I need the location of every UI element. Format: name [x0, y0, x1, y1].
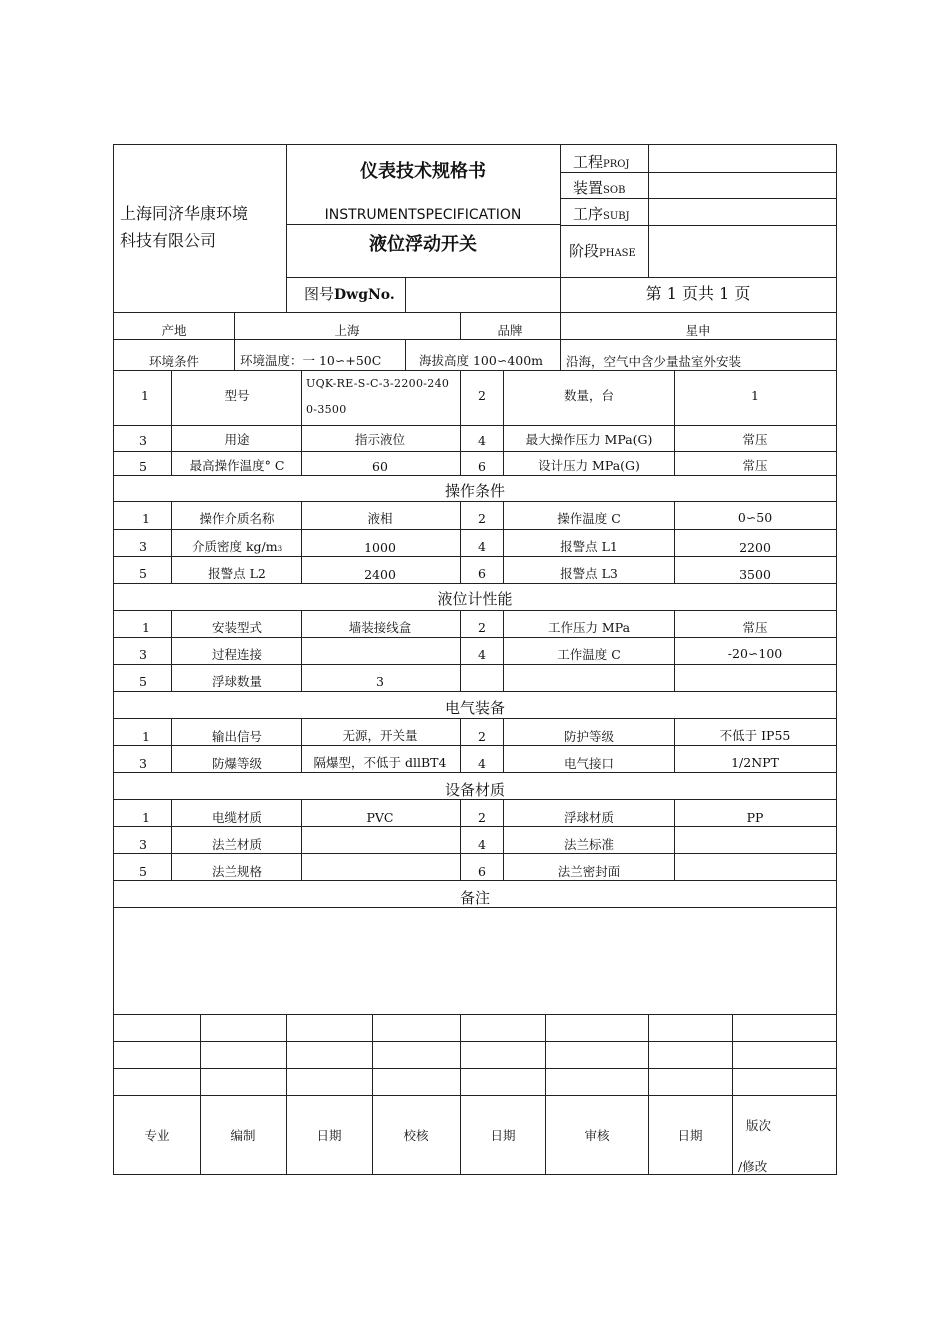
alarm-point-l2-label: 报警点 L2: [208, 566, 266, 581]
company-name-line1: 上海同济华康环境: [120, 204, 249, 223]
process-connection-label: 过程连接: [211, 647, 263, 662]
ingress-protection-label: 防护等级: [563, 729, 615, 744]
alarm-point-l3-label: 报警点 L3: [560, 566, 618, 581]
subj-label-group: [573, 207, 630, 222]
grid-line: [648, 144, 649, 277]
grid-line: [503, 799, 504, 880]
ambient-temperature: 环境温度：一 10∽+50C: [240, 353, 382, 368]
alarm-point-l1-value: 2200: [739, 540, 771, 555]
proj-label: 工程: [573, 153, 604, 171]
model-value-line1: UQK-RE-S-C-3-2200-240: [306, 377, 450, 390]
grid-line: [113, 718, 837, 719]
grid-line: [113, 1068, 837, 1069]
design-pressure-value: 常压: [742, 458, 768, 473]
row-number: 2: [478, 388, 486, 403]
float-material-label: 浮球材质: [563, 810, 615, 825]
row-number: 2: [478, 729, 486, 744]
row-number: 5: [139, 674, 147, 689]
max-operating-pressure-label: 最大操作压力 MPa(G): [525, 432, 653, 447]
float-count-value: 3: [376, 674, 384, 689]
grid-line: [113, 772, 837, 773]
output-signal-value: 无源，开关量: [342, 728, 418, 743]
cable-material-label: 电缆材质: [211, 810, 263, 825]
grid-line: [286, 224, 560, 225]
float-material-value: PP: [746, 810, 764, 825]
grid-line: [113, 907, 837, 908]
grid-line: [113, 664, 837, 665]
grid-line: [560, 144, 561, 312]
row-number: 2: [478, 810, 486, 825]
grid-line: [113, 799, 837, 800]
medium-name-value: 液相: [367, 511, 393, 526]
sob-code: SOB: [603, 185, 626, 196]
grid-line: [460, 610, 461, 691]
output-signal-label: 输出信号: [211, 729, 263, 744]
grid-line: [113, 501, 837, 502]
grid-line: [560, 225, 837, 226]
grid-line: [560, 172, 837, 173]
explosion-proof-value: 隔爆型，不低于 dllBT4: [313, 755, 447, 770]
grid-line: [171, 799, 172, 880]
grid-line: [113, 1041, 837, 1042]
row-number: 3: [139, 433, 147, 448]
grid-line: [286, 277, 837, 278]
row-number: 1: [141, 388, 149, 403]
environment-label: 环境条件: [148, 354, 200, 369]
grid-line: [674, 610, 675, 691]
quantity-value: 1: [751, 388, 759, 403]
operating-temperature-label: 操作温度 C: [557, 511, 621, 526]
design-pressure-label: 设计压力 MPa(G): [538, 458, 640, 473]
grid-line: [545, 1014, 546, 1175]
grid-line: [113, 451, 837, 452]
row-number: 1: [142, 729, 150, 744]
grid-line: [113, 853, 837, 854]
date-label: 日期: [316, 1128, 342, 1143]
row-number: 6: [478, 459, 486, 474]
dwg-label: 图号: [304, 285, 335, 303]
grid-line: [113, 583, 837, 584]
grid-line: [113, 610, 837, 611]
grid-line: [674, 799, 675, 880]
page-info: 第 1 页共 1 页: [645, 284, 751, 303]
medium-density-unit-sub: 3: [277, 545, 283, 553]
phase-label: 阶段: [569, 242, 600, 260]
phase-label-group: [569, 244, 636, 259]
row-number: 6: [478, 566, 486, 581]
purpose-label: 用途: [224, 432, 250, 447]
alarm-point-l1-label: 报警点 L1: [560, 539, 618, 554]
model-value-line2: 0-3500: [306, 403, 347, 416]
grid-line: [286, 1014, 287, 1175]
row-number: 1: [142, 511, 150, 526]
alarm-point-l3-value: 3500: [739, 567, 771, 582]
row-number: 6: [478, 864, 486, 879]
max-operating-temperature-label: 最高操作温度° C: [189, 458, 285, 473]
grid-line: [405, 277, 406, 312]
cable-material-value: PVC: [366, 810, 394, 825]
grid-line: [234, 339, 235, 370]
date-label: 日期: [490, 1128, 516, 1143]
section-title-operating: 操作条件: [444, 482, 506, 500]
row-number: 5: [139, 459, 147, 474]
grid-line: [372, 1014, 373, 1175]
discipline-label: 专业: [144, 1128, 170, 1143]
grid-line: [674, 501, 675, 583]
grid-line: [200, 1014, 201, 1175]
section-title-electrical: 电气装备: [444, 699, 506, 717]
doc-subtitle: 液位浮动开关: [369, 234, 477, 255]
grid-line: [460, 370, 461, 475]
working-temperature-label: 工作温度 C: [557, 647, 621, 662]
purpose-value: 指示液位: [354, 432, 406, 447]
site-condition: 沿海，空气中含少量盐室外安装: [566, 354, 742, 369]
brand-label: 品牌: [497, 323, 523, 338]
grid-line: [503, 610, 504, 691]
dwg-label-group: [304, 287, 395, 302]
sob-label: 装置: [573, 179, 604, 197]
ingress-protection-value: 不低于 IP55: [719, 728, 791, 743]
grid-line: [113, 1095, 837, 1096]
row-number: 1: [142, 810, 150, 825]
grid-line: [301, 501, 302, 583]
model-label: 型号: [224, 388, 250, 403]
grid-line: [301, 718, 302, 772]
doc-title-english: INSTRUMENTSPECIFICATION: [324, 207, 522, 223]
row-number: 3: [139, 647, 147, 662]
grid-line: [503, 501, 504, 583]
grid-line: [113, 745, 837, 746]
grid-line: [503, 370, 504, 475]
section-title-remarks: 备注: [459, 889, 491, 907]
row-number: 2: [478, 620, 486, 635]
proj-code: PROJ: [603, 159, 630, 170]
installation-type-label: 安装型式: [211, 620, 263, 635]
grid-line: [460, 718, 461, 772]
row-number: 4: [478, 647, 486, 662]
sob-label-group: [573, 181, 625, 196]
float-count-label: 浮球数量: [211, 674, 263, 689]
alarm-point-l2-value: 2400: [364, 567, 396, 582]
electrical-connection-label: 电气接口: [563, 756, 615, 771]
working-pressure-value: 常压: [742, 620, 768, 635]
origin-value: 上海: [334, 323, 360, 338]
origin-label: 产地: [161, 323, 187, 338]
max-operating-temperature-value: 60: [372, 459, 388, 474]
grid-line: [113, 880, 837, 881]
phase-code: PHASE: [599, 248, 636, 259]
grid-line: [171, 718, 172, 772]
grid-line: [171, 370, 172, 475]
proj-label-group: [573, 155, 629, 170]
working-pressure-label: 工作压力 MPa: [547, 620, 631, 635]
doc-title: 仪表技术规格书: [360, 161, 486, 182]
medium-density-label: 介质密度 kg/m: [192, 539, 278, 554]
row-number: 4: [478, 433, 486, 448]
grid-line: [113, 370, 837, 371]
dwg-code: DwgNo.: [334, 287, 395, 303]
subj-label: 工序: [573, 205, 604, 223]
grid-line: [113, 529, 837, 530]
grid-line: [460, 501, 461, 583]
section-title-material: 设备材质: [444, 781, 506, 799]
medium-name-label: 操作介质名称: [199, 511, 275, 526]
grid-line: [113, 1014, 837, 1015]
grid-line: [286, 144, 287, 312]
subj-code: SUBJ: [603, 211, 630, 222]
grid-line: [113, 826, 837, 827]
quantity-label: 数量，台: [563, 388, 615, 403]
grid-line: [113, 339, 837, 340]
grid-line: [560, 312, 561, 370]
grid-line: [301, 610, 302, 691]
grid-line: [113, 637, 837, 638]
grid-line: [460, 1014, 461, 1175]
grid-line: [301, 799, 302, 880]
working-temperature-value: -20∽100: [727, 646, 783, 661]
row-number: 3: [139, 539, 147, 554]
row-number: 1: [142, 620, 150, 635]
grid-line: [113, 312, 837, 313]
grid-line: [560, 198, 837, 199]
altitude: 海拔高度 100∽400m: [419, 353, 544, 368]
grid-line: [113, 556, 837, 557]
row-number: 4: [478, 756, 486, 771]
row-number: 5: [139, 864, 147, 879]
company-name-line2: 科技有限公司: [120, 231, 217, 250]
approved-by-label: 审核: [584, 1128, 610, 1143]
medium-density-label-group: [192, 541, 282, 554]
row-number: 4: [478, 539, 486, 554]
flange-standard-label: 法兰标准: [563, 837, 615, 852]
installation-type-value: 墙装接线盒: [348, 620, 412, 635]
row-number: 3: [139, 756, 147, 771]
revision-label-line1: 版次: [746, 1118, 772, 1133]
row-number: 4: [478, 837, 486, 852]
operating-temperature-value: 0∽50: [737, 510, 773, 525]
grid-line: [674, 718, 675, 772]
grid-line: [674, 370, 675, 475]
grid-line: [113, 475, 837, 476]
grid-line: [503, 718, 504, 772]
grid-line: [171, 610, 172, 691]
max-operating-pressure-value: 常压: [742, 432, 768, 447]
grid-line: [113, 425, 837, 426]
explosion-proof-label: 防爆等级: [211, 756, 263, 771]
grid-line: [113, 691, 837, 692]
grid-line: [234, 312, 235, 339]
grid-line: [171, 501, 172, 583]
flange-size-label: 法兰规格: [211, 864, 263, 879]
grid-line: [405, 339, 406, 370]
grid-line: [732, 1014, 733, 1175]
medium-density-value: 1000: [364, 540, 396, 555]
flange-material-label: 法兰材质: [211, 837, 263, 852]
checked-by-label: 校核: [403, 1128, 429, 1143]
section-title-performance: 液位计性能: [437, 590, 513, 608]
row-number: 2: [478, 511, 486, 526]
brand-value: 星申: [685, 323, 711, 338]
grid-line: [460, 799, 461, 880]
revision-label-line2: /修改: [738, 1159, 768, 1174]
row-number: 3: [139, 837, 147, 852]
electrical-connection-value: 1/2NPT: [731, 755, 779, 770]
row-number: 5: [139, 566, 147, 581]
date-label: 日期: [677, 1128, 703, 1143]
flange-sealing-face-label: 法兰密封面: [557, 864, 621, 879]
grid-line: [648, 1014, 649, 1175]
grid-line: [301, 370, 302, 475]
prepared-by-label: 编制: [230, 1128, 256, 1143]
grid-line: [460, 312, 461, 339]
